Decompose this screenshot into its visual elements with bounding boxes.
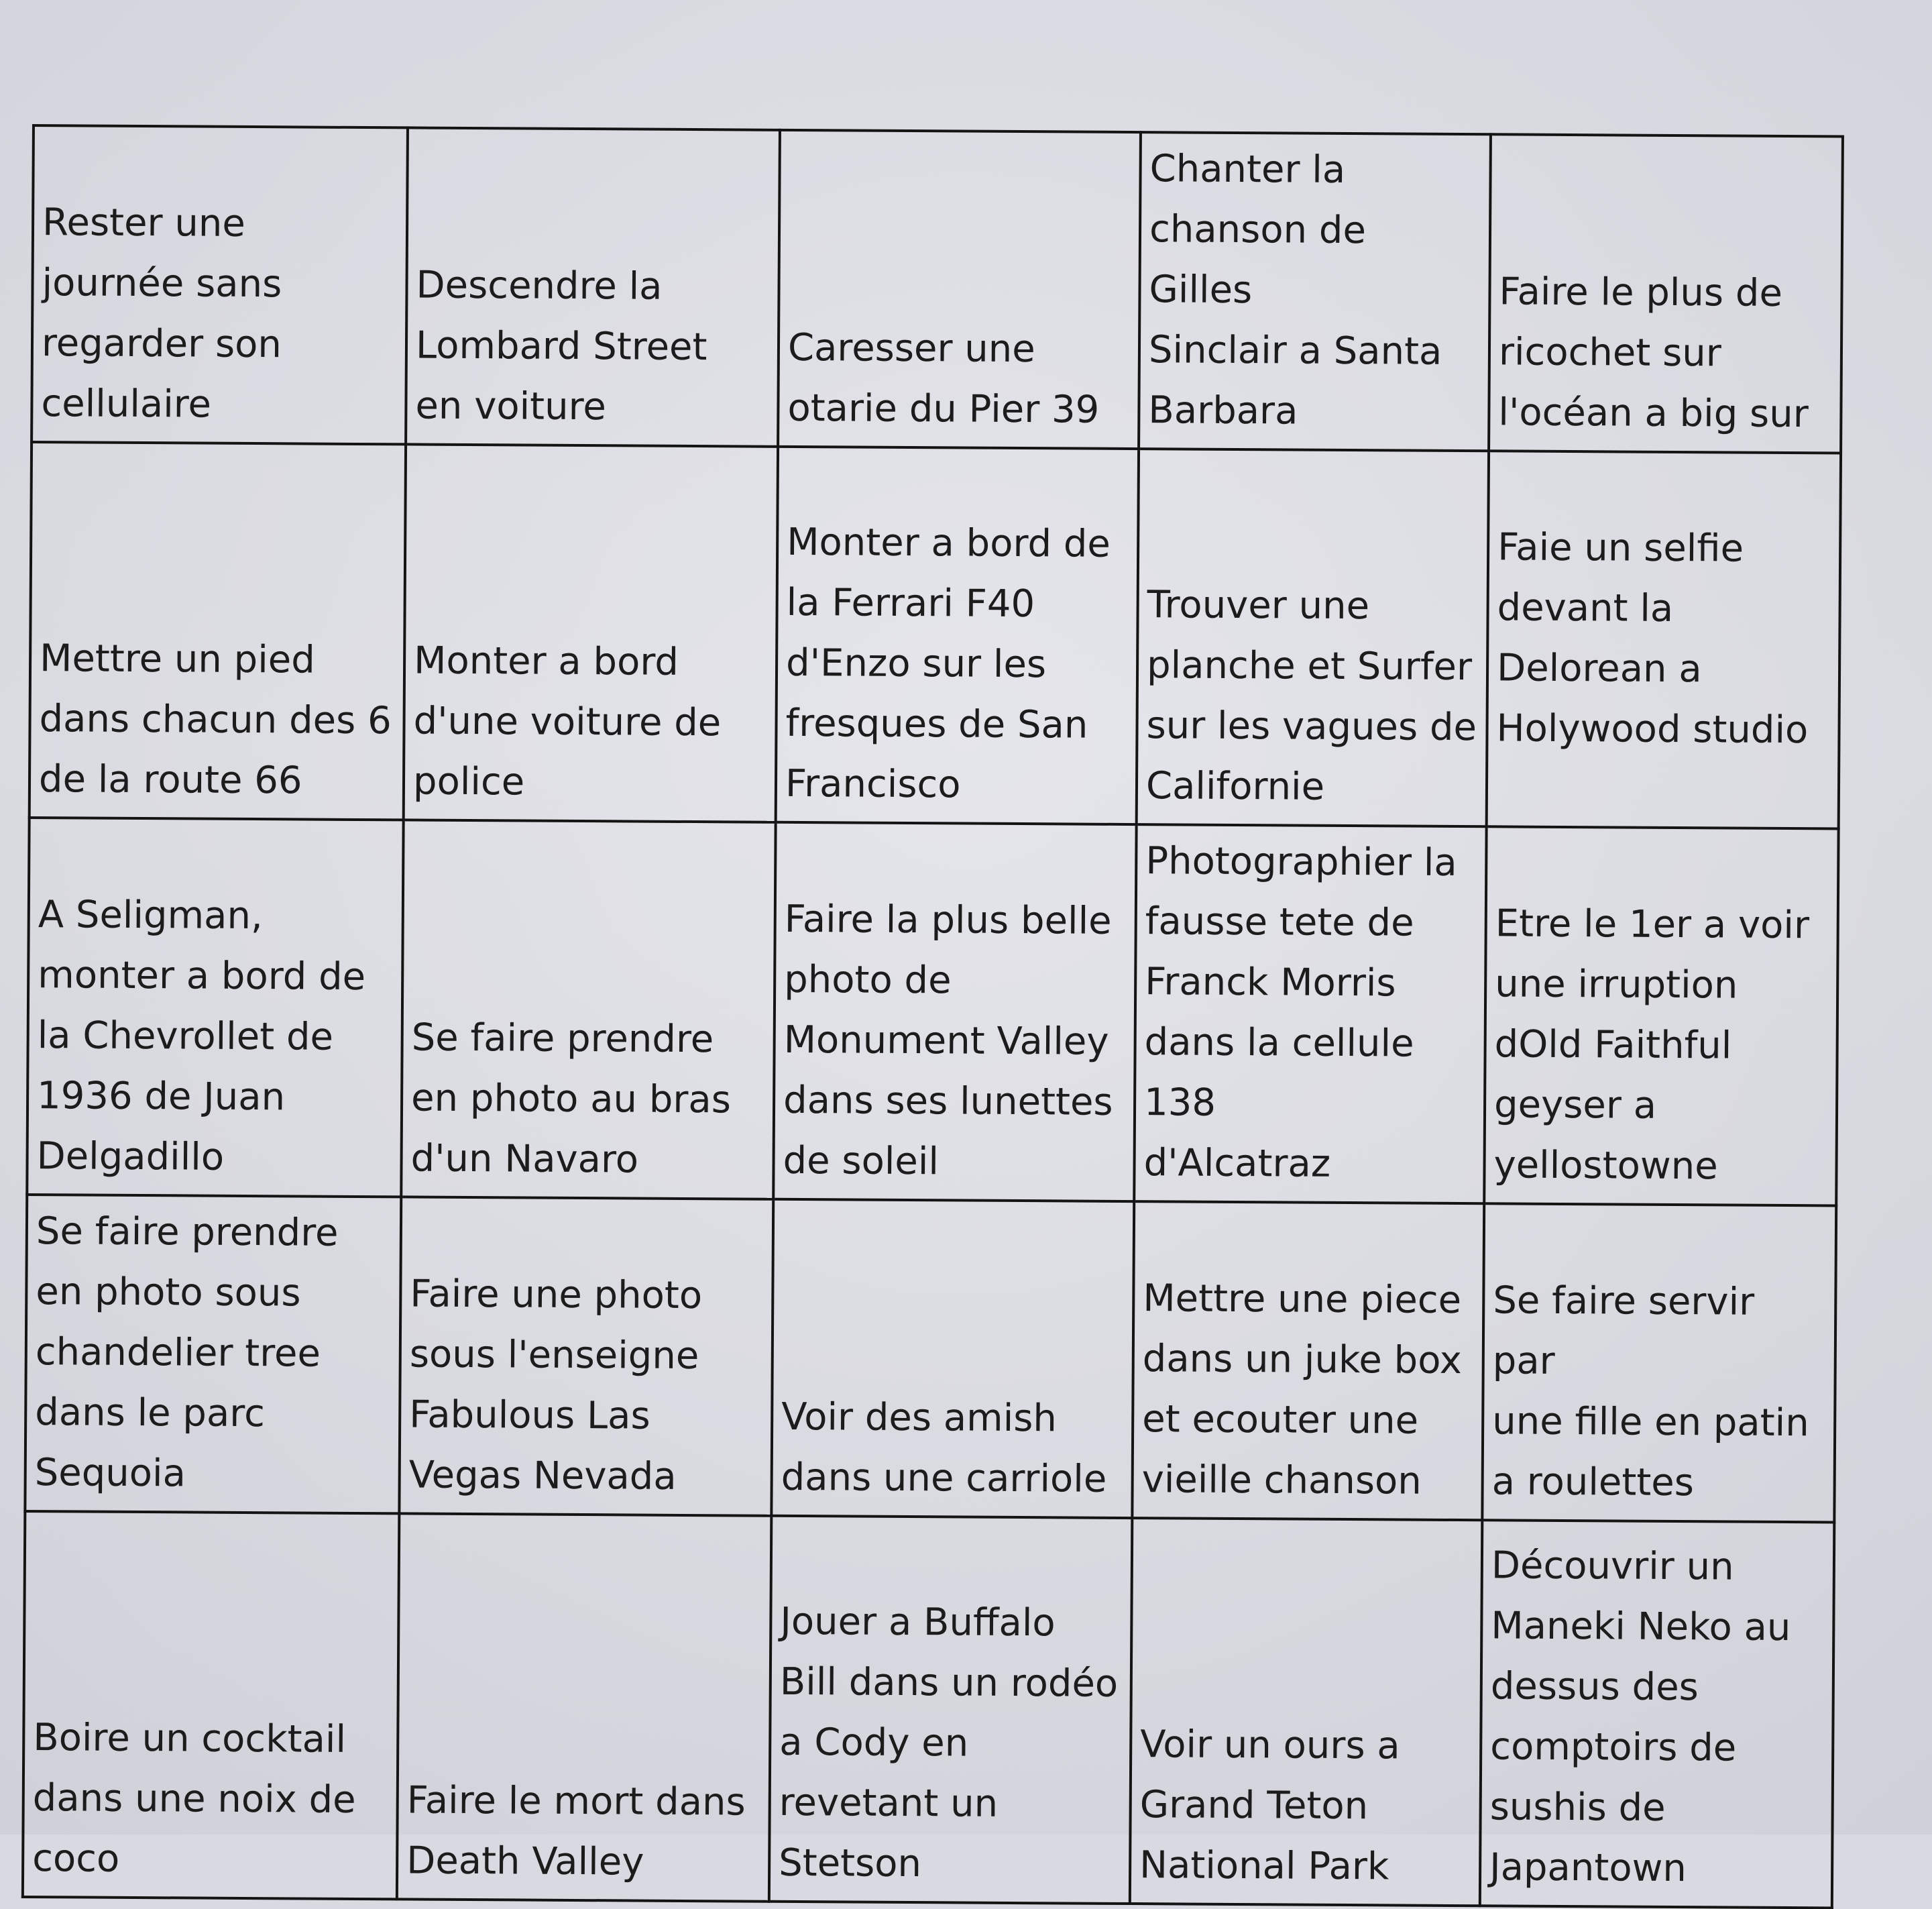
grid-cell: Faire la plus belle photo de Monument Valley dans ses lunettes de soleil <box>773 822 1136 1201</box>
grid-cell: Boire un cocktail dans une noix de coco <box>23 1511 400 1899</box>
grid-cell: Descendre la Lombard Street en voiture <box>406 127 780 446</box>
grid-row <box>25 1195 1836 1522</box>
grid-cell: Photographier la fausse tete de Franck Morris dans la cellule 138 d'Alcatraz <box>1134 824 1486 1203</box>
grid-cell: Faire une photo sous l'enseigne Fabulous Las Vegas Nevada <box>399 1197 773 1515</box>
grid-cell: Mettre un pied dans chacun des 6 de la route 66 <box>30 442 406 820</box>
grid-cell: Voir des amish dans une carriole <box>771 1199 1134 1518</box>
grid-cell: Rester une journée sans regarder son cellulaire <box>32 125 408 444</box>
grid-row <box>27 818 1838 1205</box>
grid-cell: Se faire prendre en photo au bras d'un Navaro <box>401 820 775 1199</box>
bingo-grid <box>21 124 1844 1909</box>
grid-cell: Trouver une planche et Surfer sur les vagues de Californie <box>1137 449 1489 826</box>
grid-cell: Voir un ours a Grand Teton National Park <box>1130 1518 1483 1906</box>
grid-cell: Découvrir un Maneki Neko au dessus des comptoirs de sushis de Japantown <box>1480 1520 1835 1908</box>
grid-cell: Chanter la chanson de Gilles Sinclair a Santa Barbara <box>1139 132 1491 451</box>
grid-cell: Mettre une piece dans un juke box et ecouter une vieille chanson <box>1132 1201 1484 1520</box>
grid-cell: Se faire servir par une fille en patin a roulettes <box>1482 1203 1836 1522</box>
grid-cell: Jouer a Buffalo Bill dans un rodéo a Cody en revetant un Stetson <box>769 1516 1133 1904</box>
grid-cell: Se faire prendre en photo sous chandelier tree dans le parc Sequoia <box>25 1195 401 1513</box>
grid-cell: A Seligman, monter a bord de la Chevrollet de 1936 de Juan Delgadillo <box>27 818 403 1197</box>
grid-cell: Etre le 1er a voir une irruption dOld Faithful geyser a yellostowne <box>1484 826 1838 1205</box>
grid-row <box>32 125 1843 453</box>
grid-cell: Faie un selfie devant la Delorean a Holywood studio <box>1487 451 1841 828</box>
grid-row <box>23 1511 1834 1908</box>
grid-cell: Caresser une otarie du Pier 39 <box>778 130 1141 449</box>
grid-row <box>30 442 1841 828</box>
grid-cell: Monter a bord de la Ferrari F40 d'Enzo sur les fresques de San Francisco <box>776 447 1139 824</box>
grid-cell: Faire le plus de ricochet sur l'océan a big sur <box>1489 134 1843 453</box>
grid-cell: Faire le mort dans Death Valley <box>397 1513 772 1901</box>
grid-cell: Monter a bord d'une voiture de police <box>404 444 778 822</box>
